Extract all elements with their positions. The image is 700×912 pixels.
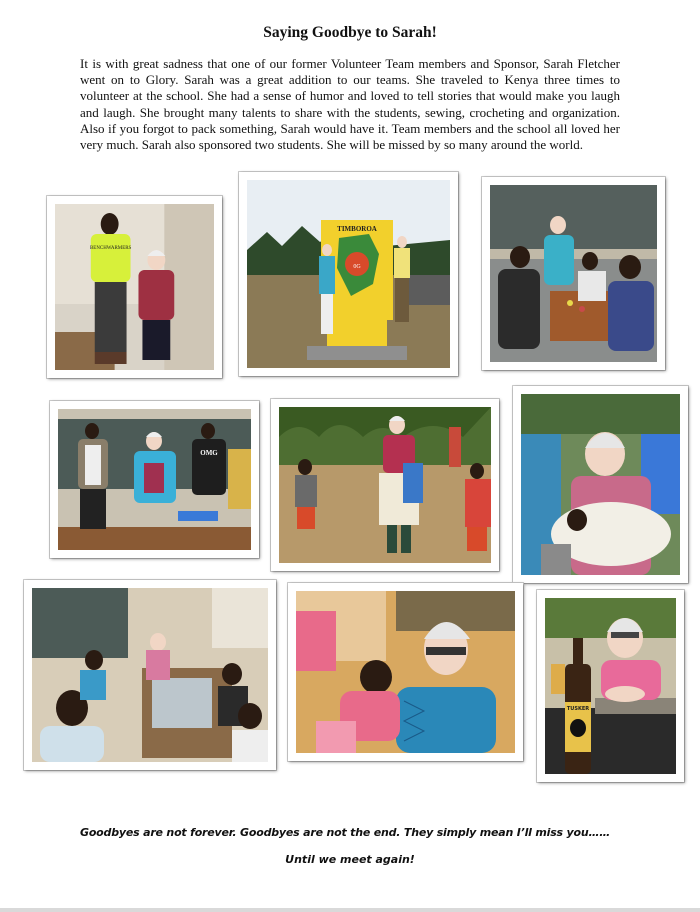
photo-timboroa-sign [239,172,458,376]
tusker-label-text: TUSKER [566,706,590,712]
benchwarmers-shirt-text: BENCHWARMERS [90,245,132,252]
page-bottom-divider [0,908,700,912]
photo-sewing-class [24,580,276,770]
photo-sarah-with-children-outdoors [271,399,499,571]
photo-sarah-holding-baby [513,386,688,583]
sign-badge-text: 0G [353,264,361,270]
footer-sign-off: Until we meet again! [285,853,415,866]
omg-shirt-text: OMG [200,449,218,457]
photo-sarah-with-tusker [537,590,684,782]
photo-sarah-with-toddler [288,583,523,761]
photo-students-at-table [482,177,665,370]
footer-quote: Goodbyes are not forever. Goodbyes are not the end. They simply mean I’ll miss you…… [80,826,611,839]
photo-sarah-with-student [47,196,222,378]
intro-paragraph: It is with great sadness that one of our former Volunteer Team members and Sponsor, Sarah Fletcher went on to Glory. Sarah was a great addition to our teams. She traveled to Kenya three times to volunteer at the school. She had a sense of humor and loved to tell stories that would make you laugh and laugh. She brought many talents to share with the students, sewing, crocheting and organization. Also if you forgot to pack something, Sarah would have it. Team members and the school all loved her very much. Sarah also sponsored two students. She will be missed by so many around the world. [80,56,620,153]
timboroa-text: TIMBOROA [337,225,377,233]
page-title: Saying Goodbye to Sarah! [263,24,437,41]
photo-sarah-in-classroom [50,401,259,558]
